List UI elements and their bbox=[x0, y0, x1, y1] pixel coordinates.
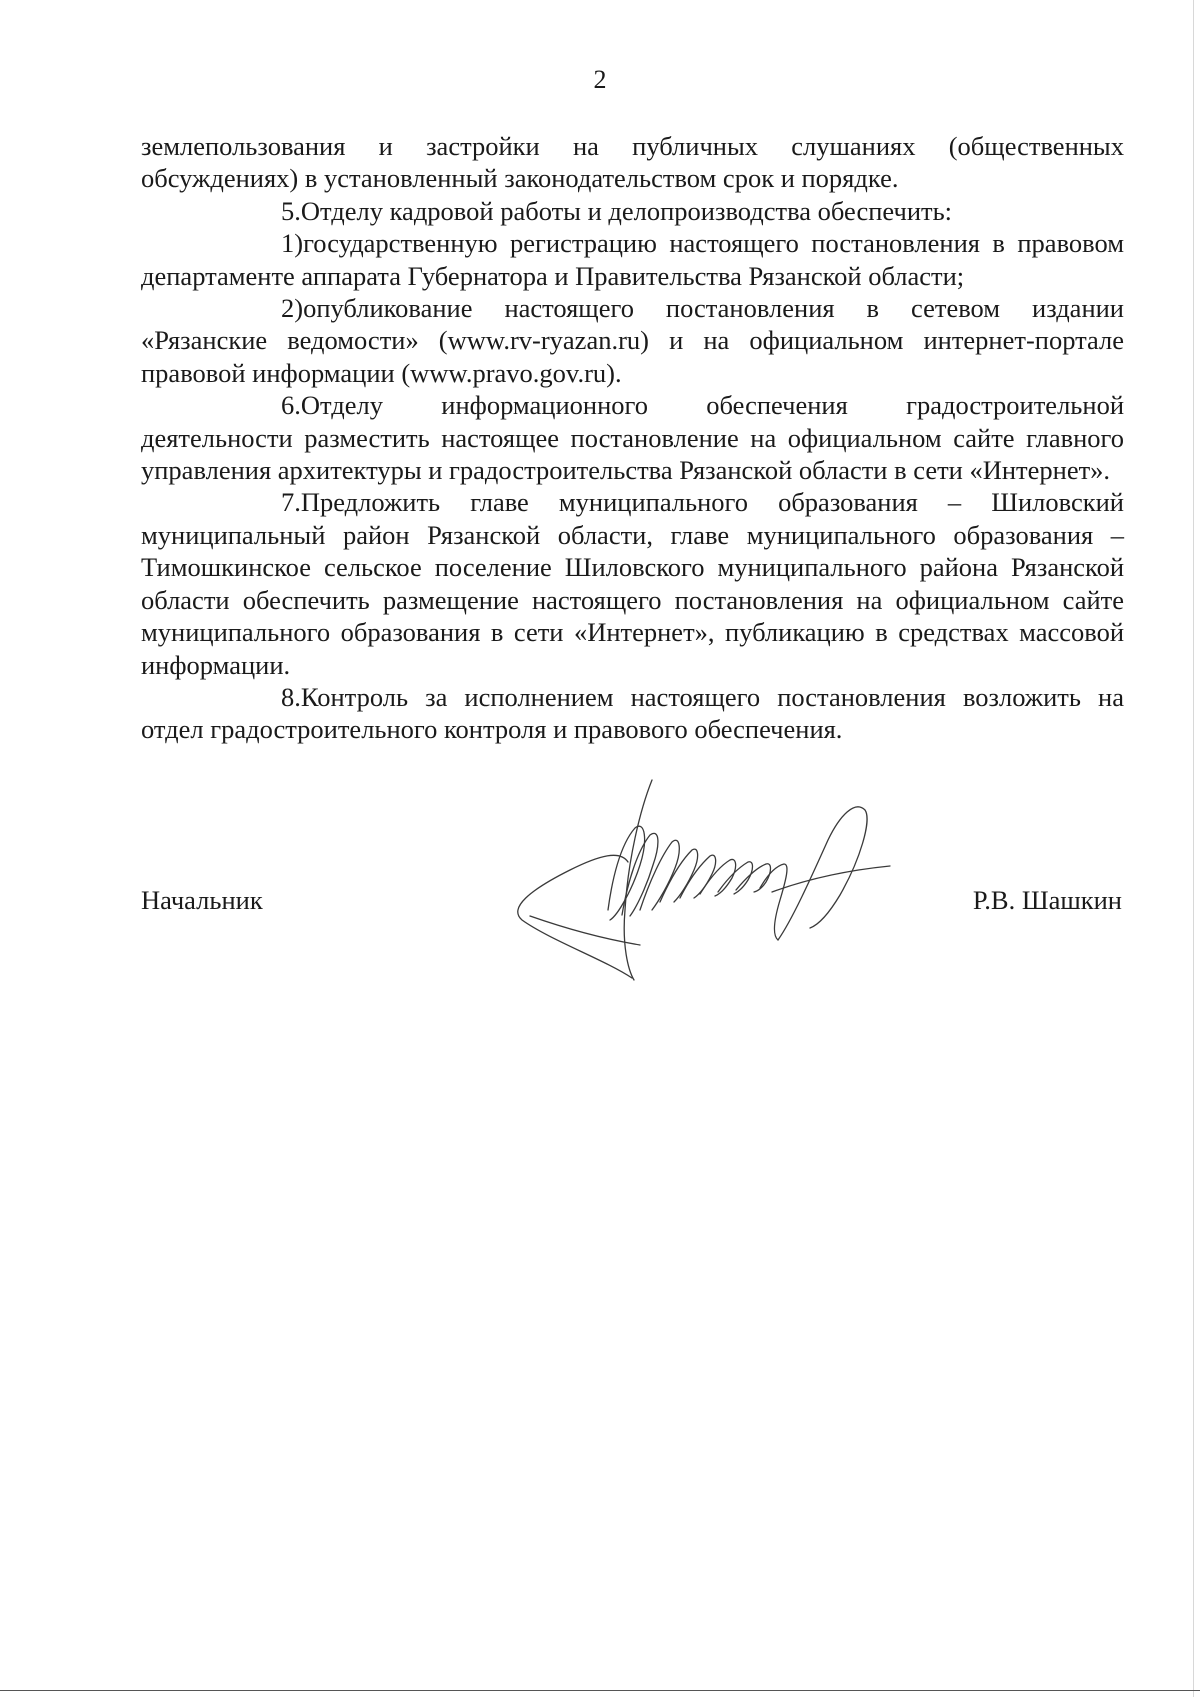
signatory-name: Р.В. Шашкин bbox=[972, 885, 1122, 915]
scan-bottom-line bbox=[0, 1690, 1200, 1691]
paragraph-item-5 bbox=[141, 195, 1124, 227]
paragraph-subitem-1 bbox=[141, 227, 1124, 292]
paragraph-text: Предложить главе муниципального образования – Шиловский муниципальный район Рязанской области, главе муниципального образования – Тимошкинское сельское поселение Шиловского муниципального района Рязанской области обеспечить размещение настоящего постановления на официальном сайте муниципального образования в сети «Интернет», публикацию в средствах массовой информации. bbox=[141, 487, 1124, 680]
scan-edge-line bbox=[1193, 0, 1194, 1697]
paragraph-text: землепользования и застройки на публичных слушаниях (общественных обсуждениях) в установленный законодательством срок и порядке. bbox=[141, 131, 1124, 194]
item-number: 8. bbox=[281, 681, 301, 712]
paragraph-text: государственную регистрацию настоящего постановления в правовом департаменте аппарата Губернатора и Правительства Рязанской области; bbox=[141, 228, 1124, 291]
item-number: 6. bbox=[281, 390, 301, 421]
paragraph-text: опубликование настоящего постановления в сетевом издании «Рязанские ведомости» (www.rv-ryazan.ru) и на официальном интернет-портале правовой информации (www.pravo.gov.ru). bbox=[141, 293, 1124, 388]
paragraph-text: Отделу кадровой работы и делопроизводства обеспечить: bbox=[300, 195, 953, 226]
paragraph-item-8 bbox=[141, 681, 1124, 746]
item-number: 7. bbox=[281, 487, 301, 518]
subitem-number: 2) bbox=[281, 293, 304, 324]
subitem-number: 1) bbox=[281, 228, 304, 259]
signatory-title: Начальник bbox=[141, 885, 263, 915]
page-number: 2 bbox=[593, 65, 607, 94]
paragraph-text: Контроль за исполнением настоящего постановления возложить на отдел градостроительного контроля и правового обеспечения. bbox=[141, 681, 1124, 745]
paragraph-text: Отделу информационного обеспечения градостроительной деятельности разместить настоящее постановление на официальном сайте главного управления архитектуры и градостроительства Рязанской области в сети «Интернет». bbox=[141, 390, 1124, 486]
item-number: 5. bbox=[281, 195, 301, 226]
paragraph-item-7 bbox=[141, 486, 1124, 680]
paragraph-item-6 bbox=[141, 389, 1124, 486]
handwritten-signature bbox=[510, 770, 920, 990]
document-body bbox=[141, 130, 1124, 746]
paragraph-subitem-2 bbox=[141, 292, 1124, 389]
paragraph-continuation bbox=[141, 130, 1124, 195]
